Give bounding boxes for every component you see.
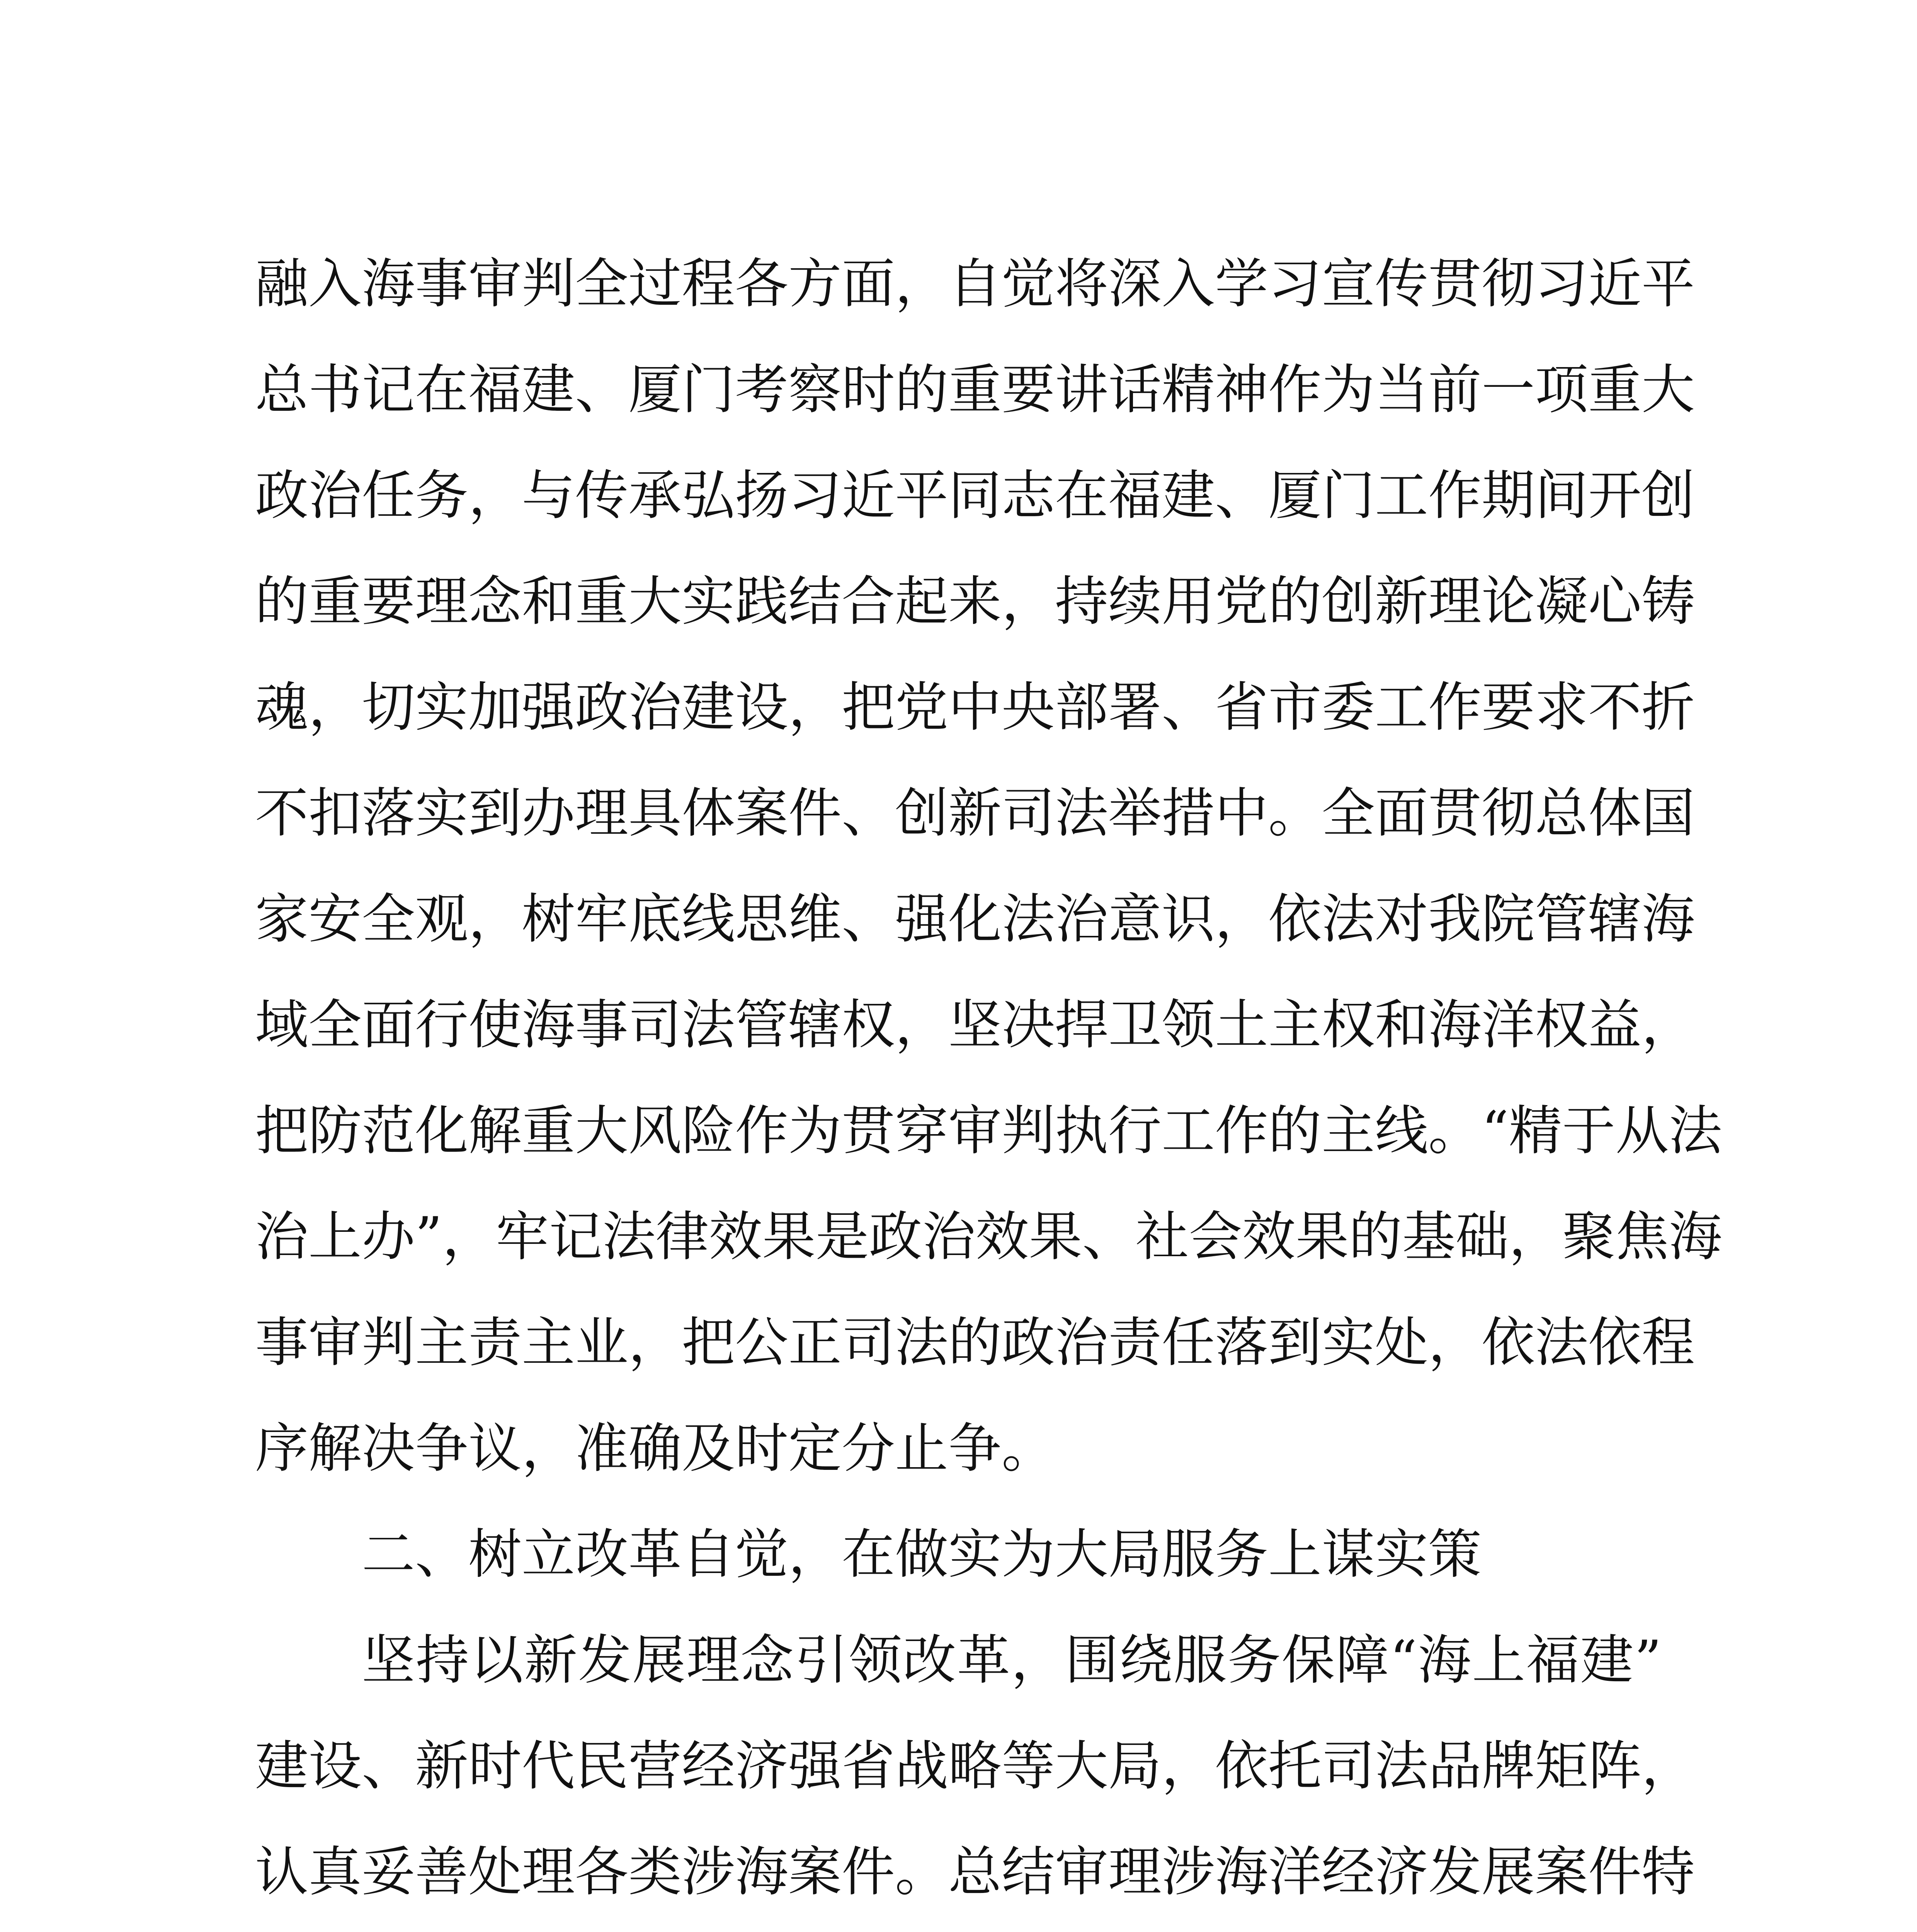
- text-line: 融入海事审判全过程各方面，自觉将深入学习宣传贯彻习近平: [255, 253, 1695, 315]
- text-line: 把防范化解重大风险作为贯穿审判执行工作的主线。“精于从法: [255, 1100, 1722, 1162]
- text-line: 认真妥善处理各类涉海案件。总结审理涉海洋经济发展案件特: [255, 1841, 1695, 1903]
- text-line: 魂，切实加强政治建设，把党中央部署、省市委工作要求不折: [255, 676, 1695, 738]
- text-line: 的重要理念和重大实践结合起来，持续用党的创新理论凝心铸: [255, 570, 1695, 633]
- text-line: 家安全观，树牢底线思维、强化法治意识，依法对我院管辖海: [255, 888, 1695, 950]
- body-text: [255, 231, 1722, 1932]
- section-heading: 二、树立改革自觉，在做实为大局服务上谋实策: [362, 1523, 1482, 1585]
- text-line: 域全面行使海事司法管辖权，坚决捍卫领土主权和海洋权益，: [255, 994, 1695, 1056]
- text-line: 建设、新时代民营经济强省战略等大局，依托司法品牌矩阵，: [255, 1735, 1695, 1797]
- text-line: 治上办”，牢记法律效果是政治效果、社会效果的基础，聚焦海: [255, 1206, 1722, 1268]
- text-line: 事审判主责主业，把公正司法的政治责任落到实处，依法依程: [255, 1311, 1695, 1374]
- text-line: [255, 1925, 1662, 1932]
- text-line: 坚持以新发展理念引领改革，围绕服务保障“海上福建”: [362, 1629, 1662, 1691]
- text-line: 政治任务，与传承弘扬习近平同志在福建、厦门工作期间开创: [255, 464, 1695, 527]
- text-line: 总书记在福建、厦门考察时的重要讲话精神作为当前一项重大: [255, 359, 1695, 421]
- text-line: 序解决争议，准确及时定分止争。: [255, 1417, 1055, 1480]
- text-line: 不扣落实到办理具体案件、创新司法举措中。全面贯彻总体国: [255, 782, 1695, 844]
